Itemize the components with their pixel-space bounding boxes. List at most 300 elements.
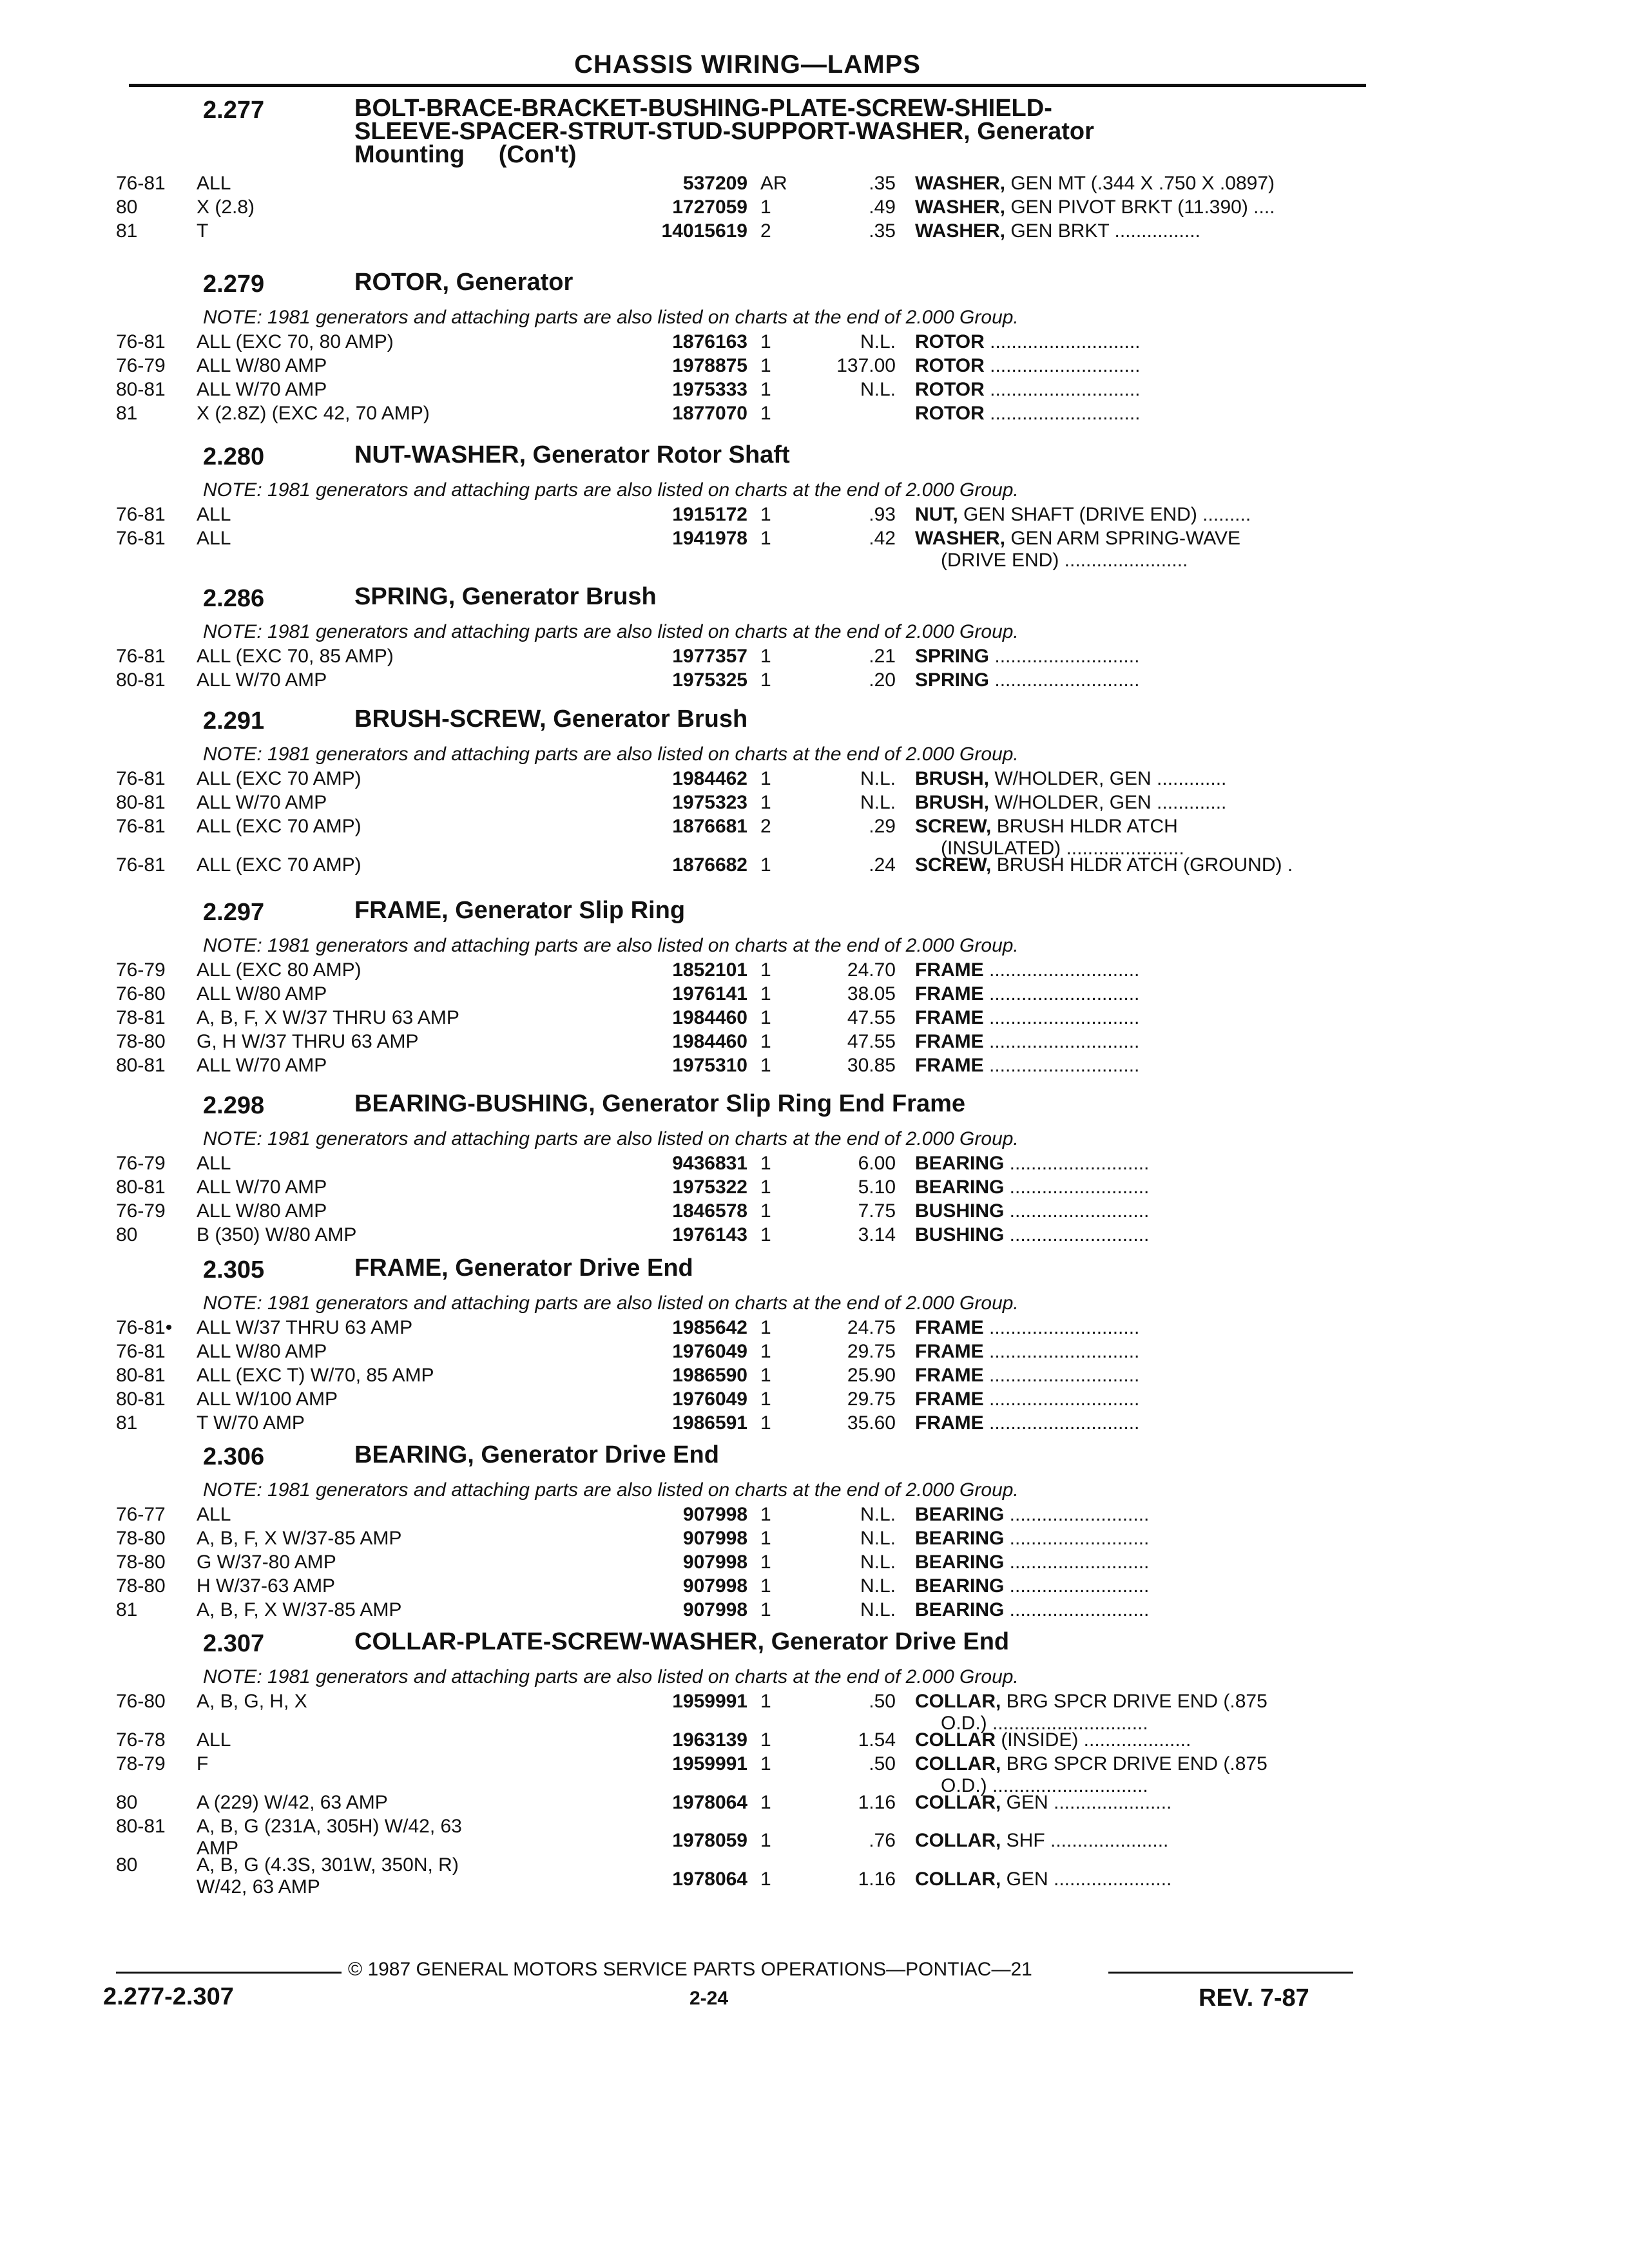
part-name: FRAME bbox=[915, 1365, 984, 1386]
quantity: 1 bbox=[760, 1200, 771, 1222]
section-note: NOTE: 1981 generators and attaching parts are also listed on charts at the end of 2.000 Group. bbox=[203, 621, 1019, 642]
section-heading bbox=[116, 271, 1392, 307]
part-detail: .......................... bbox=[1004, 1504, 1150, 1525]
part-name: WASHER, bbox=[915, 173, 1006, 194]
part-number: 1976143 bbox=[672, 1224, 747, 1245]
part-row bbox=[116, 1224, 1392, 1248]
part-row bbox=[116, 403, 1392, 427]
section-heading bbox=[116, 1256, 1392, 1293]
part-name: BRUSH, bbox=[915, 768, 990, 789]
part-row bbox=[116, 1055, 1392, 1079]
model-years: 81 bbox=[116, 1412, 138, 1434]
part-name: COLLAR, bbox=[915, 1753, 1001, 1774]
price: 25.90 bbox=[847, 1365, 896, 1386]
part-description bbox=[915, 669, 1392, 691]
application-text: ALL W/70 AMP bbox=[197, 379, 327, 400]
application-text: B (350) W/80 AMP bbox=[197, 1224, 357, 1245]
section-title: BOLT-BRACE-BRACKET-BUSHING-PLATE-SCREW-SHIELD- SLEEVE-SPACER-STRUT-STUD-SUPPORT-WASHER, Generator Mounting (Con't) bbox=[354, 95, 1094, 168]
part-row bbox=[116, 1854, 1392, 1898]
part-row bbox=[116, 1816, 1392, 1859]
part-detail: BRUSH HLDR ATCH bbox=[991, 816, 1178, 837]
price: .42 bbox=[869, 528, 896, 549]
parts-section bbox=[116, 441, 1392, 571]
part-detail: BRUSH HLDR ATCH (GROUND) . bbox=[991, 854, 1293, 876]
part-name: COLLAR bbox=[915, 1729, 996, 1751]
part-name: COLLAR, bbox=[915, 1830, 1001, 1851]
part-number: 1985642 bbox=[672, 1317, 747, 1338]
part-number: 1986591 bbox=[672, 1412, 747, 1434]
part-name: SPRING bbox=[915, 646, 990, 667]
part-number: 1846578 bbox=[672, 1200, 747, 1222]
price: 29.75 bbox=[847, 1389, 896, 1410]
part-number: 1852101 bbox=[672, 959, 747, 981]
part-name: FRAME bbox=[915, 1412, 984, 1434]
part-detail: GEN ...................... bbox=[1001, 1869, 1172, 1890]
part-number: 1876682 bbox=[672, 854, 747, 876]
price: 30.85 bbox=[847, 1055, 896, 1076]
part-name: COLLAR, bbox=[915, 1691, 1001, 1712]
quantity: 1 bbox=[760, 646, 771, 667]
part-description bbox=[915, 1691, 1392, 1735]
part-description bbox=[915, 1575, 1392, 1597]
price: 35.60 bbox=[847, 1412, 896, 1434]
part-number: 907998 bbox=[682, 1504, 747, 1525]
part-row bbox=[116, 1412, 1392, 1436]
part-name: FRAME bbox=[915, 983, 984, 1004]
part-number: 1975323 bbox=[672, 792, 747, 813]
application-text: ALL (EXC 70, 80 AMP) bbox=[197, 331, 394, 352]
part-description bbox=[915, 983, 1392, 1005]
part-row bbox=[116, 1599, 1392, 1623]
section-heading bbox=[116, 899, 1392, 935]
section-title: BEARING-BUSHING, Generator Slip Ring End Frame bbox=[354, 1090, 965, 1117]
quantity: 1 bbox=[760, 1691, 771, 1712]
part-detail: ............................ bbox=[983, 959, 1140, 981]
price: N.L. bbox=[860, 331, 896, 352]
section-title: ROTOR, Generator bbox=[354, 269, 574, 296]
model-years: 76-77 bbox=[116, 1504, 166, 1525]
part-row bbox=[116, 331, 1392, 355]
price: 6.00 bbox=[858, 1153, 896, 1174]
quantity: 1 bbox=[760, 1599, 771, 1620]
model-years: 76-79 bbox=[116, 959, 166, 981]
footer-rule-right bbox=[1108, 1972, 1353, 1974]
part-detail: GEN BRKT ................ bbox=[1005, 220, 1200, 242]
application-text: ALL W/80 AMP bbox=[197, 983, 327, 1004]
footer-range: 2.277-2.307 bbox=[103, 1983, 234, 2010]
section-number: 2.286 bbox=[203, 585, 265, 612]
part-detail: .......................... bbox=[1004, 1599, 1150, 1620]
part-number: 1976049 bbox=[672, 1341, 747, 1362]
quantity: 1 bbox=[760, 504, 771, 525]
model-years: 76-79 bbox=[116, 1200, 166, 1222]
application-text: ALL (EXC 70 AMP) bbox=[197, 768, 361, 789]
model-years: 76-81 bbox=[116, 331, 166, 352]
application-text: A, B, F, X W/37-85 AMP bbox=[197, 1599, 402, 1620]
part-description bbox=[915, 1599, 1392, 1621]
part-detail: ............................ bbox=[983, 1365, 1140, 1386]
parts-section bbox=[116, 97, 1392, 244]
price: .50 bbox=[869, 1691, 896, 1712]
part-name: WASHER, bbox=[915, 220, 1006, 242]
application-text: ALL W/70 AMP bbox=[197, 792, 327, 813]
application-text: ALL bbox=[197, 528, 231, 549]
application-text: A (229) W/42, 63 AMP bbox=[197, 1792, 388, 1813]
model-years: 76-81 bbox=[116, 816, 166, 837]
application-text: ALL bbox=[197, 173, 231, 194]
part-number: 1984460 bbox=[672, 1007, 747, 1028]
part-row bbox=[116, 1552, 1392, 1575]
header-rule bbox=[129, 84, 1366, 87]
application-text: G, H W/37 THRU 63 AMP bbox=[197, 1031, 419, 1052]
part-description bbox=[915, 1389, 1392, 1410]
part-row bbox=[116, 1504, 1392, 1528]
application-text: G W/37-80 AMP bbox=[197, 1552, 336, 1573]
model-years: 80-81 bbox=[116, 1365, 166, 1386]
part-name: ROTOR bbox=[915, 403, 985, 424]
model-years: 78-79 bbox=[116, 1753, 166, 1774]
part-row bbox=[116, 1317, 1392, 1341]
model-years: 78-80 bbox=[116, 1528, 166, 1549]
model-years: 76-78 bbox=[116, 1729, 166, 1751]
part-number: 1984460 bbox=[672, 1031, 747, 1052]
part-description bbox=[915, 379, 1392, 401]
application-text: ALL W/80 AMP bbox=[197, 1341, 327, 1362]
part-detail: ............................ bbox=[984, 331, 1141, 352]
part-description bbox=[915, 768, 1392, 790]
part-number: 1978064 bbox=[672, 1792, 747, 1813]
part-number: 14015619 bbox=[661, 220, 747, 242]
application-text: A, B, G (4.3S, 301W, 350N, R) bbox=[197, 1854, 459, 1876]
part-name: BRUSH, bbox=[915, 792, 990, 813]
quantity: 1 bbox=[760, 854, 771, 876]
part-name: COLLAR, bbox=[915, 1792, 1001, 1813]
parts-section bbox=[116, 271, 1392, 427]
quantity: 1 bbox=[760, 959, 771, 981]
part-number: 1976049 bbox=[672, 1389, 747, 1410]
quantity: 1 bbox=[760, 1055, 771, 1076]
model-years: 76-81 bbox=[116, 528, 166, 549]
price: .24 bbox=[869, 854, 896, 876]
part-name: BEARING bbox=[915, 1177, 1005, 1198]
part-row bbox=[116, 1691, 1392, 1734]
section-heading bbox=[116, 443, 1392, 479]
part-row bbox=[116, 1365, 1392, 1389]
part-detail: W/HOLDER, GEN ............. bbox=[989, 768, 1227, 789]
part-detail: GEN ...................... bbox=[1001, 1792, 1172, 1813]
part-row bbox=[116, 959, 1392, 983]
price: 5.10 bbox=[858, 1177, 896, 1198]
application-text-cont: W/42, 63 AMP bbox=[197, 1876, 320, 1898]
part-name: BEARING bbox=[915, 1575, 1005, 1597]
model-years: 81 bbox=[116, 220, 138, 242]
section-note: NOTE: 1981 generators and attaching parts are also listed on charts at the end of 2.000 Group. bbox=[203, 1479, 1019, 1501]
model-years: 80-81 bbox=[116, 1816, 166, 1837]
part-number: 1977357 bbox=[672, 646, 747, 667]
part-description bbox=[915, 1341, 1392, 1363]
part-detail: BRG SPCR DRIVE END (.875 bbox=[1001, 1691, 1268, 1712]
quantity: 1 bbox=[760, 792, 771, 813]
part-row bbox=[116, 1177, 1392, 1200]
parts-section bbox=[116, 707, 1392, 878]
part-name: BEARING bbox=[915, 1599, 1005, 1620]
model-years: 76-80 bbox=[116, 1691, 166, 1712]
model-years: 80-81 bbox=[116, 1389, 166, 1410]
price: .29 bbox=[869, 816, 896, 837]
part-number: 9436831 bbox=[672, 1153, 747, 1174]
part-row bbox=[116, 1341, 1392, 1365]
part-row bbox=[116, 504, 1392, 528]
part-detail: ........................... bbox=[989, 646, 1140, 667]
model-years: 81 bbox=[116, 403, 138, 424]
quantity: 2 bbox=[760, 816, 771, 837]
part-description bbox=[915, 1317, 1392, 1339]
application-text: ALL bbox=[197, 1153, 231, 1174]
section-number: 2.291 bbox=[203, 707, 265, 735]
application-text: A, B, G (231A, 305H) W/42, 63 bbox=[197, 1816, 462, 1837]
part-row bbox=[116, 1153, 1392, 1177]
price: .50 bbox=[869, 1753, 896, 1774]
part-name: FRAME bbox=[915, 1389, 984, 1410]
application-text: ALL W/80 AMP bbox=[197, 1200, 327, 1222]
model-years: 80 bbox=[116, 1224, 138, 1245]
part-description bbox=[915, 1528, 1392, 1550]
part-detail: .......................... bbox=[1004, 1528, 1150, 1549]
section-number: 2.277 bbox=[203, 97, 265, 124]
price: .35 bbox=[869, 220, 896, 242]
application-text: ALL (EXC 70 AMP) bbox=[197, 816, 361, 837]
part-name: ROTOR bbox=[915, 331, 985, 352]
part-description bbox=[915, 1007, 1392, 1029]
part-row bbox=[116, 792, 1392, 816]
part-name: BEARING bbox=[915, 1552, 1005, 1573]
part-number: 1727059 bbox=[672, 197, 747, 218]
part-number: 1963139 bbox=[672, 1729, 747, 1751]
part-detail: GEN ARM SPRING-WAVE bbox=[1005, 528, 1241, 549]
part-description bbox=[915, 1031, 1392, 1053]
quantity: 1 bbox=[760, 1504, 771, 1525]
part-row bbox=[116, 1200, 1392, 1224]
part-row bbox=[116, 669, 1392, 693]
part-name: SCREW, bbox=[915, 854, 992, 876]
part-number: 907998 bbox=[682, 1528, 747, 1549]
part-name: ROTOR bbox=[915, 379, 985, 400]
part-description bbox=[915, 1412, 1392, 1434]
model-years: 76-81 bbox=[116, 1341, 166, 1362]
part-description bbox=[915, 1365, 1392, 1387]
part-description bbox=[915, 1552, 1392, 1573]
quantity: 1 bbox=[760, 1177, 771, 1198]
price: .20 bbox=[869, 669, 896, 691]
model-years: 76-81 bbox=[116, 854, 166, 876]
part-detail: .......................... bbox=[1004, 1177, 1150, 1198]
model-years: 80-81 bbox=[116, 1177, 166, 1198]
application-text: F bbox=[197, 1753, 209, 1774]
part-detail: SHF ...................... bbox=[1001, 1830, 1169, 1851]
quantity: 1 bbox=[760, 1153, 771, 1174]
price: .49 bbox=[869, 197, 896, 218]
model-years: 80-81 bbox=[116, 792, 166, 813]
application-text: A, B, F, X W/37-85 AMP bbox=[197, 1528, 402, 1549]
part-name: SCREW, bbox=[915, 816, 992, 837]
model-years: 80-81 bbox=[116, 1055, 166, 1076]
part-description bbox=[915, 331, 1392, 353]
price: 1.16 bbox=[858, 1792, 896, 1813]
quantity: 1 bbox=[760, 768, 771, 789]
price: N.L. bbox=[860, 792, 896, 813]
part-name: BUSHING bbox=[915, 1200, 1005, 1222]
application-text: ALL W/70 AMP bbox=[197, 669, 327, 691]
price: N.L. bbox=[860, 1552, 896, 1573]
part-number: 907998 bbox=[682, 1575, 747, 1597]
model-years: 80 bbox=[116, 197, 138, 218]
part-name: COLLAR, bbox=[915, 1869, 1001, 1890]
part-description bbox=[915, 528, 1392, 572]
part-description bbox=[915, 504, 1392, 526]
part-number: 1986590 bbox=[672, 1365, 747, 1386]
section-heading bbox=[116, 707, 1392, 744]
parts-section bbox=[116, 1092, 1392, 1248]
quantity: 1 bbox=[760, 379, 771, 400]
part-detail: ............................ bbox=[983, 1317, 1140, 1338]
model-years: 76-81 bbox=[116, 646, 166, 667]
quantity: 2 bbox=[760, 220, 771, 242]
part-name: FRAME bbox=[915, 1317, 984, 1338]
part-name: FRAME bbox=[915, 959, 984, 981]
parts-section bbox=[116, 585, 1392, 693]
part-number: 1984462 bbox=[672, 768, 747, 789]
part-number: 537209 bbox=[682, 173, 747, 194]
part-row bbox=[116, 768, 1392, 792]
part-row bbox=[116, 1007, 1392, 1031]
price: 1.54 bbox=[858, 1729, 896, 1751]
part-name: FRAME bbox=[915, 1341, 984, 1362]
section-note: NOTE: 1981 generators and attaching parts are also listed on charts at the end of 2.000 Group. bbox=[203, 1293, 1019, 1314]
part-row bbox=[116, 528, 1392, 571]
part-detail: ............................ bbox=[983, 1389, 1140, 1410]
part-name: BEARING bbox=[915, 1528, 1005, 1549]
part-description bbox=[915, 173, 1392, 195]
price: .76 bbox=[869, 1830, 896, 1851]
part-number: 1959991 bbox=[672, 1753, 747, 1774]
price: .93 bbox=[869, 504, 896, 525]
price: 1.16 bbox=[858, 1869, 896, 1890]
section-heading bbox=[116, 585, 1392, 621]
section-number: 2.307 bbox=[203, 1630, 265, 1657]
price: 29.75 bbox=[847, 1341, 896, 1362]
part-description bbox=[915, 1224, 1392, 1246]
price: 24.70 bbox=[847, 959, 896, 981]
price: .35 bbox=[869, 173, 896, 194]
part-detail-cont: (DRIVE END) ....................... bbox=[941, 550, 1188, 571]
part-number: 907998 bbox=[682, 1552, 747, 1573]
application-text: A, B, F, X W/37 THRU 63 AMP bbox=[197, 1007, 459, 1028]
quantity: 1 bbox=[760, 1412, 771, 1434]
section-number: 2.297 bbox=[203, 899, 265, 926]
part-description bbox=[915, 792, 1392, 814]
part-row bbox=[116, 1729, 1392, 1753]
price: 137.00 bbox=[836, 355, 896, 376]
part-row bbox=[116, 646, 1392, 669]
model-years: 76-79 bbox=[116, 355, 166, 376]
section-number: 2.306 bbox=[203, 1443, 265, 1470]
part-detail-cont: (INSULATED) ...................... bbox=[941, 838, 1184, 859]
section-title: FRAME, Generator Drive End bbox=[354, 1254, 693, 1282]
part-number: 1876163 bbox=[672, 331, 747, 352]
footer-revision: REV. 7-87 bbox=[1199, 1984, 1309, 2012]
part-number: 1975322 bbox=[672, 1177, 747, 1198]
part-description bbox=[915, 646, 1392, 668]
part-name: SPRING bbox=[915, 669, 990, 691]
part-description bbox=[915, 355, 1392, 377]
section-note: NOTE: 1981 generators and attaching parts are also listed on charts at the end of 2.000 Group. bbox=[203, 935, 1019, 956]
footer-page-number: 2-24 bbox=[689, 1988, 729, 2009]
section-number: 2.279 bbox=[203, 271, 265, 298]
application-text-cont: AMP bbox=[197, 1838, 239, 1859]
part-detail: ............................ bbox=[984, 403, 1141, 424]
price: 24.75 bbox=[847, 1317, 896, 1338]
section-note: NOTE: 1981 generators and attaching parts are also listed on charts at the end of 2.000 Group. bbox=[203, 744, 1019, 765]
quantity: 1 bbox=[760, 1528, 771, 1549]
application-text: ALL (EXC T) W/70, 85 AMP bbox=[197, 1365, 434, 1386]
part-description bbox=[915, 1753, 1392, 1797]
application-text: ALL W/70 AMP bbox=[197, 1177, 327, 1198]
footer-rule-left bbox=[116, 1972, 342, 1974]
part-description bbox=[915, 854, 1392, 876]
price: 47.55 bbox=[847, 1031, 896, 1052]
quantity: 1 bbox=[760, 331, 771, 352]
part-number: 907998 bbox=[682, 1599, 747, 1620]
part-detail: .......................... bbox=[1004, 1575, 1150, 1597]
application-text: ALL W/37 THRU 63 AMP bbox=[197, 1317, 413, 1338]
section-heading bbox=[116, 1630, 1392, 1666]
part-detail: .......................... bbox=[1004, 1224, 1150, 1245]
part-number: 1877070 bbox=[672, 403, 747, 424]
part-detail: ............................ bbox=[984, 355, 1141, 376]
model-years: 80 bbox=[116, 1792, 138, 1813]
part-row bbox=[116, 1031, 1392, 1055]
quantity: 1 bbox=[760, 983, 771, 1004]
part-description bbox=[915, 1055, 1392, 1077]
section-title: BRUSH-SCREW, Generator Brush bbox=[354, 706, 748, 733]
section-note: NOTE: 1981 generators and attaching parts are also listed on charts at the end of 2.000 Group. bbox=[203, 1666, 1019, 1687]
application-text: ALL W/70 AMP bbox=[197, 1055, 327, 1076]
part-number: 1941978 bbox=[672, 528, 747, 549]
application-text: H W/37-63 AMP bbox=[197, 1575, 336, 1597]
part-row bbox=[116, 816, 1392, 859]
part-description bbox=[915, 1177, 1392, 1198]
part-number: 1975325 bbox=[672, 669, 747, 691]
section-number: 2.298 bbox=[203, 1092, 265, 1119]
part-description bbox=[915, 1792, 1392, 1814]
parts-section bbox=[116, 1628, 1392, 1898]
part-detail: GEN PIVOT BRKT (11.390) .... bbox=[1005, 197, 1275, 218]
part-detail: ............................ bbox=[984, 379, 1141, 400]
parts-section bbox=[116, 1443, 1392, 1623]
part-row bbox=[116, 1753, 1392, 1796]
part-detail: .......................... bbox=[1004, 1200, 1150, 1222]
part-name: BEARING bbox=[915, 1153, 1005, 1174]
part-row bbox=[116, 197, 1392, 220]
application-text: X (2.8) bbox=[197, 197, 255, 218]
price: N.L. bbox=[860, 379, 896, 400]
part-name: FRAME bbox=[915, 1031, 984, 1052]
quantity: 1 bbox=[760, 528, 771, 549]
model-years: 76-81 bbox=[116, 768, 166, 789]
model-years: 76-81 bbox=[116, 173, 166, 194]
part-detail: ............................ bbox=[983, 1055, 1140, 1076]
price: N.L. bbox=[860, 1528, 896, 1549]
